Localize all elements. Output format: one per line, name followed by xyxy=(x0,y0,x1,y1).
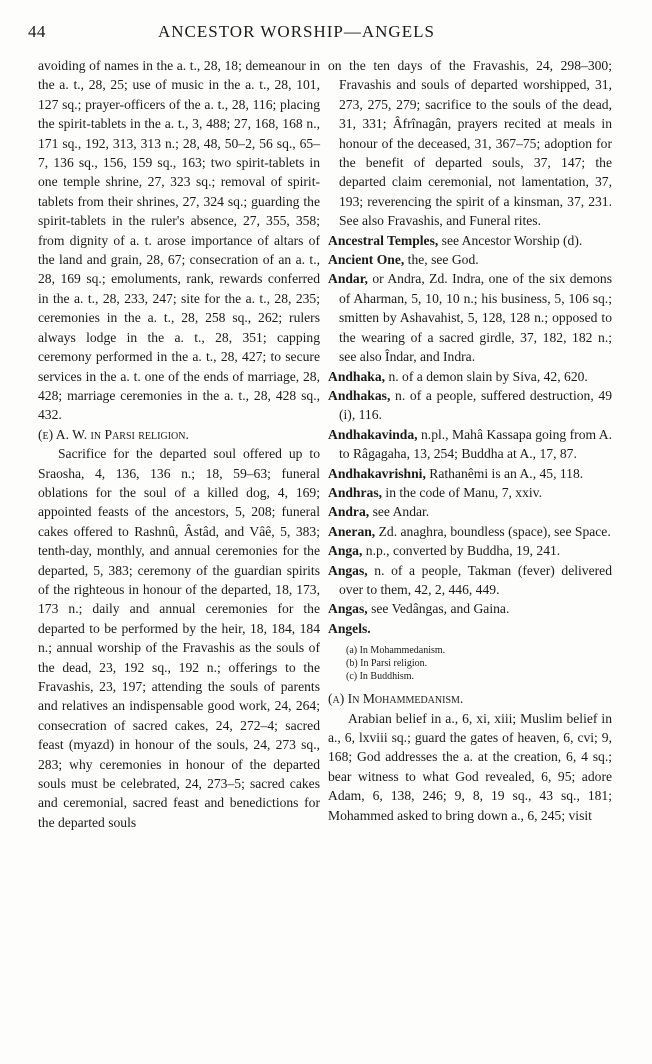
index-entry xyxy=(328,502,612,521)
index-entry xyxy=(328,541,612,560)
index-entry xyxy=(328,425,612,464)
index-entry xyxy=(328,386,612,425)
entry-body: n. of a people, Takman (fever) delivered over to them, 42, 2, 446, 449. xyxy=(339,562,612,597)
continued-entry-right: on the ten days of the Fravashis, 24, 298–300; Fravashis and souls of departed worshipped, 31, 273, 275, 279; sacrifice to the souls of the dead, 31, 331; Âfrînagân, prayers recited at meals in honour of the deceased, 31, 367–75; adoption for the benefit of departed souls, 37, 147; the departed claim ceremonial, not lamentation, 37, 193; reverencing the spirit of a kinsman, 37, 231. See also Fravashis, and Funeral rites. xyxy=(328,58,612,229)
left-column xyxy=(38,56,320,832)
index-entry xyxy=(328,522,612,541)
right-column xyxy=(328,56,612,825)
entry-headword: Andar, xyxy=(328,271,368,287)
entry-headword: Angas, xyxy=(328,562,368,578)
entry-body: see Ancestor Worship (d). xyxy=(438,232,583,248)
entry-body: see Andar. xyxy=(369,504,430,520)
subdivision-a: (a) In Mohammedanism. xyxy=(346,645,446,657)
entry-body: Zd. anaghra, boundless (space), see Space. xyxy=(375,523,611,539)
index-entry xyxy=(328,483,612,502)
page-header xyxy=(28,22,628,46)
entry-headword: Ancestral Temples, xyxy=(328,232,439,248)
index-entry xyxy=(328,367,612,386)
subdivision-c: (c) In Buddhism. xyxy=(346,671,415,683)
section-heading-parsi: (e) A. W. in Parsi religion. xyxy=(38,426,189,442)
entry-body: in the code of Manu, 7, xxiv. xyxy=(382,484,542,500)
running-head: ANCESTOR WORSHIP—ANGELS xyxy=(158,22,435,41)
entry-headword: Andhaka, xyxy=(328,368,386,384)
index-entry xyxy=(328,269,612,366)
angels-subdivisions xyxy=(328,644,612,683)
entry-headword: Andhras, xyxy=(328,484,383,500)
entry-headword: Andra, xyxy=(328,504,370,520)
entry-headword: Aneran, xyxy=(328,523,376,539)
entry-headword: Angas, xyxy=(328,601,368,617)
entry-body: or Andra, Zd. Indra, one of the six demons of Aharman, 5, 10, 10 n.; his business, 5, 106 sq.; smitten by Ashavahist, 5, 128, 128 n.; opposed to the wearing of a sacred girdle, 37, 182, 182 n.; see also Îndar, and Indra. xyxy=(339,271,612,365)
entry-headword: Angels. xyxy=(328,620,371,636)
index-entry xyxy=(328,619,612,638)
index-entry xyxy=(328,231,612,250)
page-number: 44 xyxy=(28,22,46,41)
entry-headword: Andhakas, xyxy=(328,387,391,403)
entry-headword: Ancient One, xyxy=(328,252,405,268)
entry-headword: Anga, xyxy=(328,543,363,559)
entry-body: the, see God. xyxy=(404,252,479,268)
index-entry xyxy=(328,250,612,269)
entry-body: see Vedângas, and Gaina. xyxy=(367,601,510,617)
index-entry xyxy=(328,599,612,618)
entry-headword: Andhakavinda, xyxy=(328,426,418,442)
index-entry xyxy=(328,464,612,483)
entry-body: Rathanêmi is an A., 45, 118. xyxy=(425,465,584,481)
index-entry xyxy=(328,561,612,600)
entry-body: n. of a people, suffered destruction, 49 (i), 116. xyxy=(339,387,612,423)
continued-entry: avoiding of names in the a. t., 28, 18; demeanour in the a. t., 28, 25; use of music in the a. t., 28, 101, 127 sq.; prayer-officers of the a. t., 28, 116; placing the spirit-tablets in the a. t., 3, 488; 27, 168, 168 n., 171 sq., 192, 313, 313 n.; 28, 48, 50–2, 56 sq., 65–7, 136 sq., 156, 159 sq., 163; two spirit-tablets in one temple shrine, 27, 323 sq.; removal of spirit-tablets from their shrines, 27, 324 sq.; guarding the spirit-tablets in the ruler's absence, 27, 355, 358; from dignity of a. t. arose importance of altars of the land and grain, 28, 67; consecration of an a. t., 28, 169 sq.; emoluments, rank, rewards conferred in the a. t., 28, 233, 247; site for the a. t., 28, 235; ceremonies in the a. t., 28, 258 sq., 262; rulers always lodge in the a. t., 28, 351; capping ceremony performed in the a. t., 28, 427; to secure services in the a. t. one of the ends of marriage, 28, 428; marriage ceremonies in the a. t., 28, 428 sq., 432. xyxy=(38,58,320,423)
entry-body: n. of a demon slain by Siva, 42, 620. xyxy=(385,368,588,384)
entry-body: n.p., converted by Buddha, 19, 241. xyxy=(362,543,561,559)
mohammedanism-paragraph: Arabian belief in a., 6, xi, xiii; Muslim belief in a., 6, lxviii sq.; guard the gates of heaven, 6, cvi; 9, 168; God addresses the a. at the creation, 6, 4 sq.; bear witness to what God revealed, 6, 95; adore Adam, 6, 138, 246; 9, 8, 19 sq., 43 sq., 181; Mohammed asked to bring down a., 6, 245; visit xyxy=(328,710,612,823)
parsi-paragraph: Sacrifice for the departed soul offered up to Sraosha, 4, 136, 136 n.; 18, 59–63; funeral oblations for the soul of a killed dog, 4, 169; appointed feasts of the ancestors, 5, 208; funeral cakes offered to Rashnû, Âstâd, and Vâê, 5, 383; tenth-day, monthly, and annual ceremonies for the departed, 5, 383; ceremony of the guardian spirits of the righteous in honour of the departed, 18, 173, 173 n.; daily and annual ceremonies for the departed to be performed by the heir, 18, 184, 184 n.; annual worship of the Fravashis as the souls of the dead, 23, 192 sq., 192 n.; offerings to the Fravashis, 23, 197; attending the souls of parents and relatives an indispensable good work, 24, 264; consecration of sacred cakes, 24, 272–4; sacred feast (myazd) in honour of the souls, 24, 273 sq., 283; why ceremonies in honour of the departed souls must be celebrated, 24, 273–5; sacred cakes and ceremonial, sacred feast and benedictions for the departed souls xyxy=(38,446,320,830)
entry-headword: Andhakavrishni, xyxy=(328,465,426,481)
entry-body: n.pl., Mahâ Kassapa going from A. to Râgagaha, 13, 254; Buddha at A., 17, 87. xyxy=(339,426,612,462)
subdivision-b: (b) In Parsi religion. xyxy=(346,658,428,670)
section-heading-mohammedanism: (a) In Mohammedanism. xyxy=(328,691,464,707)
